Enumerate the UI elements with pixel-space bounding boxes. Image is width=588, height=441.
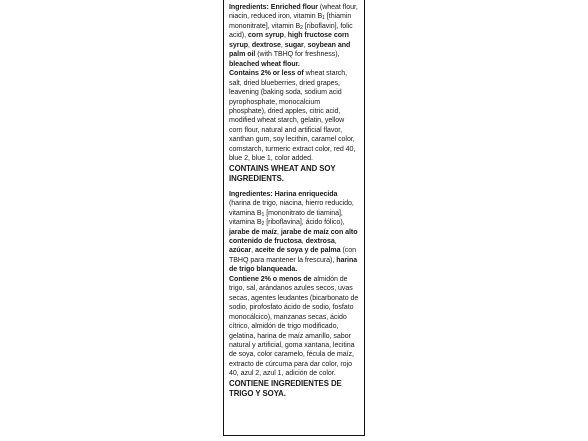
declaracion-alergenos: CONTIENE INGREDIENTES DE TRIGO Y SOYA. — [229, 377, 342, 398]
separator: , — [280, 39, 285, 49]
separator: , — [248, 39, 252, 49]
harina-detail: [mononitrato de tiamina], vitamina B — [229, 207, 343, 227]
english-ingredients — [229, 2, 358, 183]
enriched-flour: Enriched flour — [270, 2, 319, 11]
subscript-2: 2 — [300, 24, 303, 31]
period: . — [295, 264, 298, 274]
bleached-wheat-flour: bleached wheat flour — [229, 58, 298, 68]
ingredients-panel — [223, 0, 365, 436]
minor-ingredients: wheat starch, salt, dried blueberries, dried grapes, leavening (baking soda, sodium acid pyrophosphate, monocalcium phosphate), dried apples, citric acid, modified wheat starch, gelatin, yellow corn flour, natural and artificial flavor, xanthan gum, soy lecithin, caramel color, cornstarch, turmeric extract color, red 40, blue 2, blue 1, color added. — [229, 68, 356, 163]
separator: , — [301, 235, 306, 245]
tbhq-note: (with TBHQ for freshness), — [255, 49, 340, 59]
subscript-1: 1 — [322, 15, 325, 22]
tbhq-note: (con TBHQ para mantener la frescura), — [229, 245, 357, 264]
flour-detail: [thiamin mononitrate], vitamin B — [229, 11, 352, 30]
jarabe-alta-fructosa: jarabe de maíz con alto contenido de fructosa — [229, 226, 358, 245]
flour-detail: (wheat flour, niacin, reduced iron, vitamin B — [229, 2, 358, 21]
separator: , — [283, 30, 288, 40]
azucar: azúcar — [229, 245, 252, 255]
separator: , — [303, 39, 308, 49]
harina-detail: (harina de trigo, niacina, hierro reducido, vitamina B — [229, 198, 354, 217]
separator: , — [334, 235, 337, 245]
harina-blanqueada: harina de trigo blanqueada — [229, 254, 358, 274]
dextrosa: dextrosa — [305, 235, 335, 245]
separator: , — [251, 245, 255, 255]
ingredientes-label: Ingredientes: — [229, 188, 273, 198]
spanish-ingredients — [229, 189, 358, 398]
high-fructose-corn-syrup: high fructose corn syrup — [229, 30, 349, 49]
harina-detail: [riboflavina], ácido fólico), — [264, 217, 345, 227]
flour-detail: [riboflavin], folic acid), — [229, 20, 353, 40]
allergen-statement: CONTAINS WHEAT AND SOY INGREDIENTS. — [229, 162, 336, 183]
corn-syrup: corn syrup — [247, 30, 284, 40]
subscript-1: 1 — [261, 211, 265, 218]
dextrose: dextrose — [251, 39, 281, 49]
sugar: sugar — [284, 39, 304, 49]
contiene-menos-label: Contiene 2% o menos de — [229, 273, 312, 283]
soybean-palm-oil: soybean and palm oil — [229, 39, 351, 59]
aceite-soya-palma: aceite de soya y de palma — [254, 245, 341, 255]
harina-enriquecida: Harina enriquecida — [274, 188, 338, 198]
contains-less-label: Contains 2% or less of — [229, 68, 304, 78]
separator: , — [277, 226, 281, 236]
subscript-2: 2 — [261, 221, 265, 228]
period: . — [297, 58, 300, 68]
ingredients-label: Ingredients: — [229, 2, 269, 11]
jarabe-de-maiz: jarabe de maíz — [229, 226, 278, 236]
ingredientes-menores: almidón de trigo, sal, arándanos azules secos, uvas secas, agentes leudantes (bicarbonato de sodio, pirofosfato ácido de sodio, fosfato monocálcico), manzanas secas, ácido cítrico, almidón de trigo modificado, gelatina, harina de maíz amarillo, sabor natural y artificial, goma xantana, lecitina de soya, color caramelo, fécula de maíz, extracto de cúrcuma para dar color, rojo 40, azul 2, azul 1, adición de color. — [229, 273, 359, 378]
